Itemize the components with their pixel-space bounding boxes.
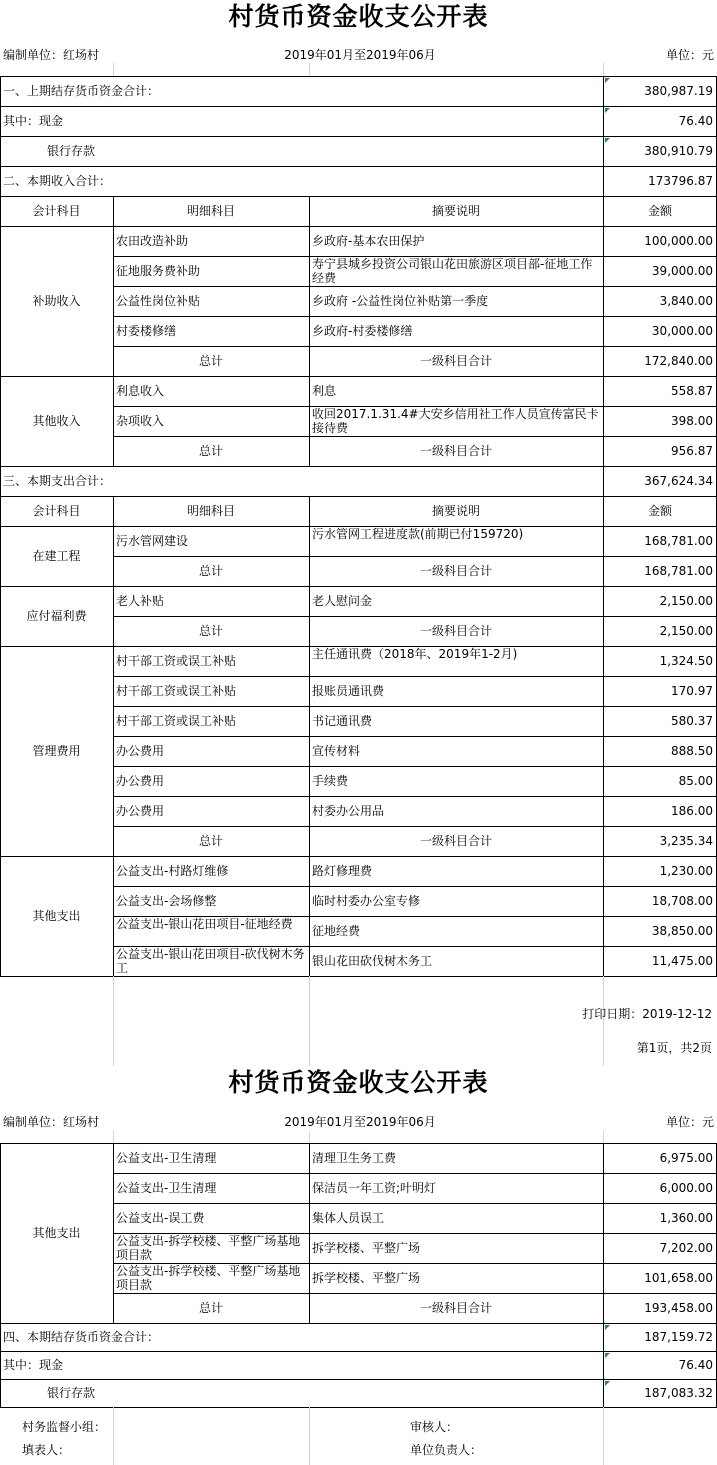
gridline [113,1131,114,1143]
table-border [113,526,114,556]
table-border [603,826,604,856]
description: 拆学校楼、平整广场 [312,1271,421,1285]
description: 乡政府-基本农田保护 [312,234,425,248]
prev-bank-value: 380,910.79 [644,144,713,158]
table-border [603,436,604,466]
amount: 6,000.00 [659,1181,713,1195]
detail-account: 杂项收入 [116,414,165,428]
amount: 85.00 [678,774,713,788]
detail-account: 公益支出-卫生清理 [116,1151,217,1165]
signature-preparer: 填表人： [22,1443,71,1457]
description: 乡政府-村委楼修缮 [312,324,413,338]
table-border [113,436,717,437]
amount: 1,230.00 [659,864,713,878]
table-border [603,706,604,736]
table-border [603,1293,604,1323]
amount: 558.87 [671,384,713,398]
table-border [113,1233,114,1263]
table-border [309,706,310,736]
table-border [113,826,114,856]
prev-cash-label: 其中：现金 [3,114,64,128]
total-label: 总计 [198,444,223,458]
detail-account: 利息收入 [116,384,165,398]
amount: 580.37 [671,714,713,728]
cell-marker-icon [605,108,610,113]
amount: 39,000.00 [651,264,713,278]
table-border [309,436,310,466]
table-border [113,556,114,586]
amount: 1,324.50 [659,654,713,668]
column-header: 金额 [647,504,672,518]
table-border [0,646,717,647]
end-bank-value: 187,083.32 [644,1386,713,1400]
detail-account: 公益支出-卫生清理 [116,1181,217,1195]
detail-account: 村干部工资或误工补贴 [116,684,237,698]
detail-account: 村干部工资或误工补贴 [116,714,237,728]
table-border [309,1203,310,1233]
gridline [603,1407,604,1465]
period-label-2: 2019年01月至2019年06月 [284,1115,436,1129]
table-border [603,946,604,976]
table-border [603,646,604,676]
table-border [309,916,310,946]
account-name: 管理费用 [32,744,81,758]
gridline [603,63,604,76]
description: 集体人员误工 [312,1211,385,1225]
description: 征地经费 [312,924,361,938]
total-label: 总计 [198,1301,223,1315]
signature-supervision: 村务监督小组： [22,1420,107,1434]
table-border [113,316,114,346]
description: 宣传材料 [312,744,361,758]
account-name: 应付福利费 [26,609,87,623]
column-header: 明细科目 [186,204,235,218]
table-border [113,1293,114,1323]
account-name: 其他支出 [32,1226,81,1240]
table-border [309,856,310,886]
amount: 2,150.00 [659,594,713,608]
detail-account: 农田改造补助 [116,234,189,248]
detail-account: 公益支出-误工费 [116,1211,205,1225]
table-border [113,616,717,617]
description: 保洁员一年工资;叶明灯 [312,1181,437,1195]
end-cash-label: 其中：现金 [3,1358,64,1372]
table-border [113,316,717,317]
amount: 6,975.00 [659,1151,713,1165]
amount: 18,708.00 [651,894,713,908]
table-border [309,196,310,226]
amount: 1,360.00 [659,1211,713,1225]
table-border [603,106,604,136]
table-border [309,1293,310,1323]
table-border [603,346,604,376]
prev-balance-label: 一、上期结存货币资金合计： [3,84,160,98]
table-border [309,1173,310,1203]
table-border [113,796,114,826]
cell-marker-icon [605,1325,610,1330]
table-border [309,826,310,856]
table-border [113,286,114,316]
detail-account: 公益支出-会场修整 [116,894,217,908]
table-border [113,1203,114,1233]
table-border [113,646,114,676]
prev-cash-value: 76.40 [678,114,713,128]
table-border [0,526,717,527]
end-cash-value: 76.40 [678,1358,713,1372]
total-amount: 2,150.00 [659,624,713,638]
table-border [0,1379,717,1380]
table-border [603,466,604,496]
amount: 100,000.00 [644,234,713,248]
detail-account: 公益支出-银山花田项目-征地经费 [116,917,293,931]
detail-account: 老人补贴 [116,594,165,608]
description: 路灯修理费 [312,864,373,878]
table-border [309,226,310,256]
unit-label: 编制单位：红场村 [3,48,100,62]
table-border [0,1407,717,1408]
table-border [309,646,310,676]
total-label: 总计 [198,354,223,368]
table-border [113,406,114,436]
table-border [113,256,114,286]
page-title-2: 村货币资金收支公开表 [228,1068,489,1097]
column-header: 明细科目 [186,504,235,518]
total-label: 总计 [198,834,223,848]
column-header: 摘要说明 [431,504,480,518]
table-border [113,1293,717,1294]
total-desc: 一级科目合计 [419,564,492,578]
period-label: 2019年01月至2019年06月 [284,48,436,62]
end-balance-value: 187,159.72 [644,1330,713,1344]
table-border [309,796,310,826]
detail-account: 办公费用 [116,774,165,788]
table-border [0,1143,1,1407]
description: 拆学校楼、平整广场 [312,1241,421,1255]
table-border [603,616,604,646]
detail-account: 办公费用 [116,804,165,818]
amount: 3,840.00 [659,294,713,308]
table-border [113,1143,114,1173]
amount: 11,475.00 [651,954,713,968]
table-border [603,286,604,316]
gridline [309,1131,310,1143]
cell-marker-icon [605,1353,610,1358]
print-date: 打印日期：2019-12-12 [582,1007,712,1021]
table-border [309,406,310,436]
description: 清理卫生务工费 [312,1151,397,1165]
account-name: 补助收入 [32,294,81,308]
unit-label-2: 编制单位：红场村 [3,1115,100,1129]
table-border [603,1351,604,1379]
table-border [309,496,310,526]
total-desc: 一级科目合计 [419,444,492,458]
table-border [113,736,114,766]
description: 书记通讯费 [312,714,373,728]
table-border [309,586,310,616]
total-amount: 956.87 [671,444,713,458]
signature-auditor: 审核人： [410,1420,459,1434]
table-border [309,1233,310,1263]
table-border [113,346,114,376]
description: 乡政府 -公益性岗位补贴第一季度 [312,294,489,308]
column-header: 金额 [647,204,672,218]
table-border [603,256,604,286]
description: 污水管网工程进度款(前期已付159720) [312,527,524,541]
total-desc: 一级科目合计 [419,834,492,848]
description: 临时村委办公室专修 [312,894,421,908]
account-name: 其他支出 [32,909,81,923]
table-border [603,736,604,766]
table-border [603,856,604,886]
table-border [603,376,604,406]
total-amount: 168,781.00 [644,564,713,578]
table-border [0,1351,717,1352]
table-border [603,556,604,586]
description: 老人慰问金 [312,594,373,608]
total-label: 总计 [198,564,223,578]
table-border [0,496,717,497]
table-border [603,1323,604,1351]
table-border [309,556,310,586]
amount: 30,000.00 [651,324,713,338]
description: 寿宁县城乡投资公司银山花田旅游区项目部-征地工作经费 [312,257,593,285]
description: 报账员通讯费 [312,684,385,698]
description: 银山花田砍伐树木务工 [312,954,433,968]
table-border [113,826,717,827]
end-balance-label: 四、本期结存货币资金合计： [3,1330,160,1344]
table-border [0,106,717,107]
gridline [113,63,114,76]
detail-account: 污水管网建设 [116,534,189,548]
table-border [309,616,310,646]
table-border [309,1263,310,1293]
table-border [309,376,310,406]
detail-account: 公益支出-拆学校楼、平整广场基地项目款 [116,1264,301,1292]
table-border [113,496,114,526]
table-border [603,1143,604,1173]
table-border [113,706,114,736]
table-border [0,1143,717,1144]
table-border [113,286,717,287]
table-border [113,796,717,797]
detail-account: 公益支出-银山花田项目-砍伐树木务工 [116,947,305,975]
table-border [309,526,310,556]
table-border [309,736,310,766]
table-border [603,916,604,946]
table-border [113,1173,717,1174]
gridline [309,1407,310,1465]
table-border [309,676,310,706]
table-border [113,676,114,706]
table-border [113,706,717,707]
detail-account: 公益性岗位补贴 [116,294,201,308]
table-border [0,586,717,587]
table-border [113,1203,717,1204]
table-border [0,1323,717,1324]
description: 利息 [312,384,337,398]
total-desc: 一级科目合计 [419,624,492,638]
page-info: 第1页，共2页 [636,1041,712,1055]
table-border [603,1203,604,1233]
detail-account: 村干部工资或误工补贴 [116,654,237,668]
table-border [603,1233,604,1263]
gridline [113,976,114,1066]
table-border [309,1143,310,1173]
detail-account: 公益支出-村路灯维修 [116,864,229,878]
table-border [603,1173,604,1203]
total-amount: 172,840.00 [644,354,713,368]
table-border [113,376,114,406]
table-border [113,766,717,767]
table-border [603,1379,604,1407]
table-border [309,886,310,916]
table-border [603,676,604,706]
end-bank-label: 银行存款 [47,1386,96,1400]
table-border [603,526,604,556]
table-border [113,556,717,557]
account-name: 在建工程 [32,549,81,563]
detail-account: 村委楼修缮 [116,324,177,338]
account-name: 其他收入 [32,414,81,428]
gridline [309,976,310,1066]
total-desc: 一级科目合计 [419,1301,492,1315]
gridline [603,1131,604,1143]
prev-balance-value: 380,987.19 [644,84,713,98]
table-border [113,766,114,796]
table-border [603,196,604,226]
currency-label: 单位：元 [665,48,714,62]
page-title: 村货币资金收支公开表 [228,2,489,31]
table-border [113,346,717,347]
column-header: 摘要说明 [431,204,480,218]
income-total-value: 173796.87 [648,174,713,188]
table-border [113,856,114,886]
amount: 168,781.00 [644,534,713,548]
currency-label-2: 单位：元 [665,1115,714,1129]
table-border [603,406,604,436]
expense-total-label: 三、本期支出合计： [3,474,112,488]
table-border [0,136,717,137]
table-border [0,76,1,976]
table-border [309,946,310,976]
amount: 186.00 [671,804,713,818]
description: 村委办公用品 [312,804,385,818]
table-border [113,586,114,616]
income-total-label: 二、本期收入合计： [3,174,112,188]
table-border [603,76,604,106]
table-border [309,766,310,796]
table-border [309,286,310,316]
table-border [603,886,604,916]
detail-account: 公益支出-拆学校楼、平整广场基地项目款 [116,1234,301,1262]
table-border [0,196,717,197]
table-border [0,166,717,167]
table-border [0,856,717,857]
table-border [603,316,604,346]
table-border [113,676,717,677]
table-border [113,226,114,256]
table-border [603,586,604,616]
table-border [603,136,604,166]
cell-marker-icon [605,78,610,83]
table-border [0,466,717,467]
table-border [0,976,717,977]
table-border [113,916,114,946]
table-border [113,616,114,646]
total-desc: 一级科目合计 [419,354,492,368]
table-border [0,226,717,227]
table-border [113,1263,114,1293]
table-border [309,316,310,346]
cell-marker-icon [605,1381,610,1386]
description: 手续费 [312,774,349,788]
table-border [113,196,114,226]
description: 主任通讯费（2018年、2019年1-2月) [312,647,518,661]
table-border [603,766,604,796]
table-border [113,886,114,916]
table-border [0,76,717,77]
table-border [603,796,604,826]
table-border [309,256,310,286]
signature-principal: 单位负责人： [410,1443,483,1457]
detail-account: 征地服务费补助 [116,264,201,278]
amount: 888.50 [671,744,713,758]
table-border [113,946,114,976]
column-header: 会计科目 [32,504,81,518]
description: 收回2017.1.31.4#大安乡信用社工作人员宣传富民卡接待费 [312,407,599,435]
table-border [603,496,604,526]
cell-marker-icon [605,138,610,143]
table-border [113,736,717,737]
detail-account: 办公费用 [116,744,165,758]
table-border [603,166,604,196]
prev-bank-label: 银行存款 [47,144,96,158]
amount: 38,850.00 [651,924,713,938]
amount: 398.00 [671,414,713,428]
table-border [309,346,310,376]
table-border [603,226,604,256]
total-label: 总计 [198,624,223,638]
amount: 7,202.00 [659,1241,713,1255]
table-border [113,1173,114,1203]
gridline [309,63,310,76]
column-header: 会计科目 [32,204,81,218]
amount: 101,658.00 [644,1271,713,1285]
total-amount: 193,458.00 [644,1301,713,1315]
expense-total-value: 367,624.34 [644,474,713,488]
total-amount: 3,235.34 [659,834,713,848]
table-border [603,1263,604,1293]
amount: 170.97 [671,684,713,698]
table-border [0,376,717,377]
table-border [113,436,114,466]
table-border [113,886,717,887]
